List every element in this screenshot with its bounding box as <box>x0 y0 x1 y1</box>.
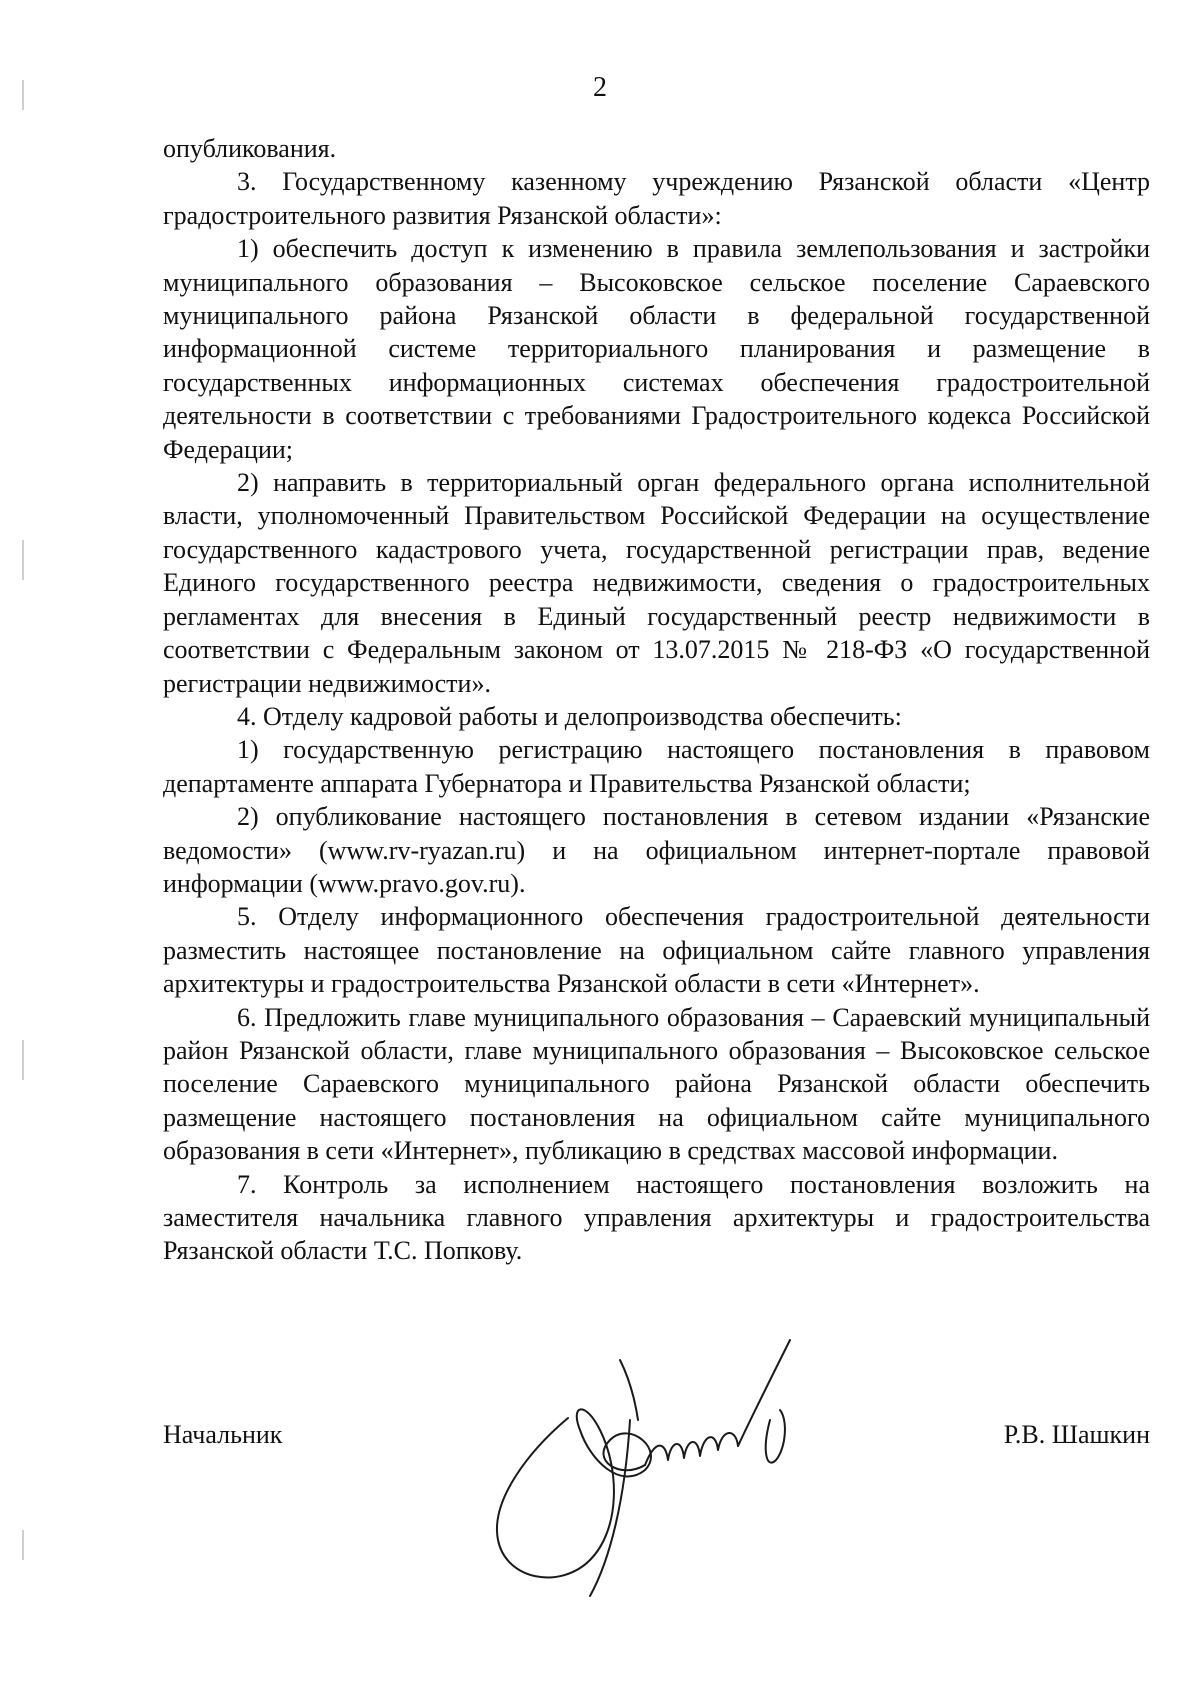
signatory-title: Начальник <box>163 1420 283 1449</box>
paragraph-item-4: 4. Отделу кадровой работы и делопроизводства обеспечить: <box>237 701 902 731</box>
scan-edge-mark <box>22 1530 24 1560</box>
paragraph-item-7: 7. Контроль за исполнением настоящего постановления возложить на заместителя начальника главного управления архитектуры и градостроительства Рязанской области Т.С. Попкову. <box>163 1169 1150 1266</box>
paragraph-item-4-1: 1) государственную регистрацию настоящего постановления в правовом департаменте аппарата Губернатора и Правительства Рязанской области; <box>163 735 1150 798</box>
scan-edge-mark <box>22 540 24 580</box>
paragraph-item-5: 5. Отделу информационного обеспечения градостроительной деятельности разместить настоящее постановление на официальном сайте главного управления архитектуры и градостроительства Рязанской области в сети «Интернет». <box>163 902 1150 999</box>
paragraph-item-3: 3. Государственному казенному учреждению Рязанской области «Центр градостроительного развития Рязанской области»: <box>163 167 1150 230</box>
paragraph-item-3-2: 2) направить в территориальный орган федерального органа исполнительной власти, уполномоченный Правительством Российской Федерации на осуществление государственного кадастрового учета, государственной регистрации прав, ведение Единого государственного реестра недвижимости, сведения о градостроительных регламентах для внесения в Единый государственный реестр недвижимости в соответствии с Федеральным законом от 13.07.2015 № 218-ФЗ «О государственной регистрации недвижимости». <box>163 468 1150 698</box>
page-number: 2 <box>593 72 607 103</box>
signature-block <box>163 1418 1150 1458</box>
paragraph-continuation: опубликования. <box>163 134 337 163</box>
document-body <box>163 132 1150 1268</box>
paragraph-item-6: 6. Предложить главе муниципального образования – Сараевский муниципальный район Рязанской области, главе муниципального образования – Высоковское сельское поселение Сараевского муниципального района Рязанской области обеспечить размещение настоящего постановления на официальном сайте муниципального образования в сети «Интернет», публикацию в средствах массовой информации. <box>163 1002 1150 1166</box>
scan-edge-mark <box>22 1040 24 1080</box>
paragraph-item-4-2: 2) опубликование настоящего постановления в сетевом издании «Рязанские ведомости» (www.rv-ryazan.ru) и на официальном интернет-портале правовой информации (www.pravo.gov.ru). <box>163 802 1150 898</box>
signatory-name: Р.В. Шашкин <box>1003 1420 1150 1449</box>
paragraph-item-3-1: 1) обеспечить доступ к изменению в правила землепользования и застройки муниципального образования – Высоковское сельское поселение Сараевского муниципального района Рязанской области в федеральной государственной информационной системе территориального планирования и размещение в государственных информационных системах обеспечения градостроительной деятельности в соответствии с требованиями Градостроительного кодекса Российской Федерации; <box>163 234 1150 464</box>
